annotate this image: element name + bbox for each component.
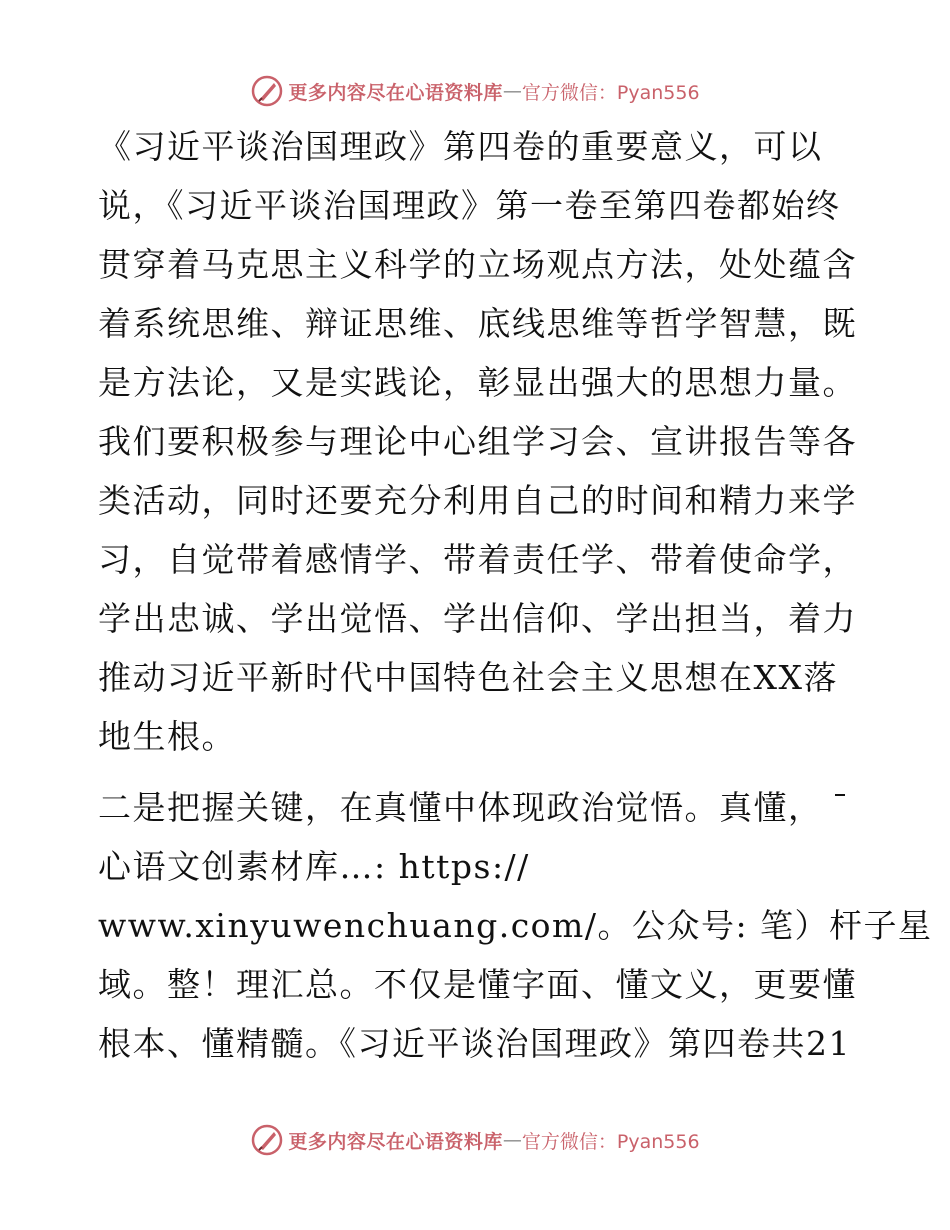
text-line: 域。整！理汇总。不仅是懂字面、懂文义，更要懂	[98, 965, 857, 1004]
banner-slogan: 更多内容尽在心语资料库	[288, 81, 503, 104]
banner-slogan: 更多内容尽在心语资料库	[288, 1130, 503, 1153]
text-line: 推动习近平新时代中国特色社会主义思想在XX落	[98, 658, 838, 697]
text-line: www.xinyuwenchuang.com/。公众号: 笔）杆子星	[98, 906, 933, 945]
banner-contact: 官方微信：Pyan556	[521, 1130, 700, 1153]
text-line: 心语文创素材库…: https://	[98, 847, 530, 886]
banner-contact: 官方微信：Pyan556	[521, 81, 700, 104]
banner-separator: —	[502, 1129, 522, 1151]
paragraph-1	[98, 117, 858, 766]
quill-pen-logo-icon	[250, 74, 284, 108]
text-line: 《习近平谈治国理政》第四卷的重要意义，可以	[98, 127, 823, 166]
text-line: 根本、懂精髓。《习近平谈治国理政》第四卷共21	[98, 1024, 851, 1063]
text-line: 习，自觉带着感情学、带着责任学、带着使命学，	[98, 540, 857, 579]
text-line: 说，《习近平谈治国理政》第一卷至第四卷都始终	[98, 186, 841, 225]
paragraph-2	[98, 778, 933, 1073]
body-text	[98, 117, 933, 1073]
quill-pen-logo-icon	[250, 1123, 284, 1157]
header-banner	[0, 71, 950, 111]
text-line: 着系统思维、辩证思维、底线思维等哲学智慧，既	[98, 304, 857, 343]
text-line: 是方法论，又是实践论，彰显出强大的思想力量。	[98, 363, 857, 402]
stray-dash-mark	[835, 794, 845, 796]
text-line: 学出忠诚、学出觉悟、学出信仰、学出担当，着力	[98, 599, 857, 638]
footer-banner	[0, 1120, 950, 1160]
text-line: 地生根。	[98, 717, 236, 756]
banner-separator: —	[502, 80, 522, 102]
text-line: 我们要积极参与理论中心组学习会、宣讲报告等各	[98, 422, 857, 461]
text-line: 贯穿着马克思主义科学的立场观点方法，处处蕴含	[98, 245, 857, 284]
text-line: 二是把握关键，在真懂中体现政治觉悟。真懂，	[98, 788, 823, 827]
text-line: 类活动，同时还要充分利用自己的时间和精力来学	[98, 481, 857, 520]
